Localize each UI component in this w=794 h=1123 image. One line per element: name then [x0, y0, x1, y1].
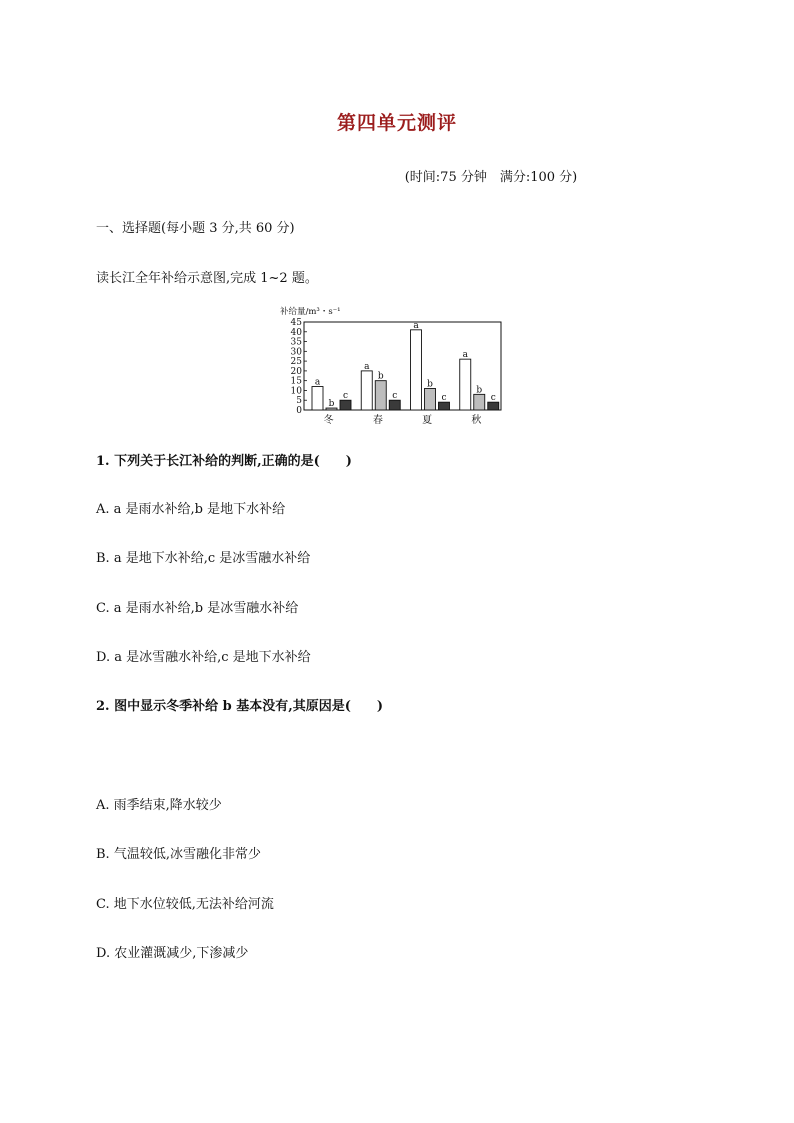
bar-label: c	[441, 393, 447, 404]
bar-c	[340, 400, 351, 410]
y-tick-label: 5	[296, 396, 302, 407]
question-2-option-d: D. 农业灌溉减少,下渗减少	[96, 946, 249, 961]
bar-label: c	[392, 391, 398, 402]
intro-text: 读长江全年补给示意图,完成 1~2 题。	[96, 271, 318, 286]
y-tick-label: 20	[290, 366, 302, 377]
bar-c	[389, 400, 400, 410]
bar-label: c	[490, 393, 496, 404]
bar-label: a	[462, 350, 468, 361]
page-title: 第四单元测评	[336, 112, 457, 134]
bar-b	[425, 388, 436, 410]
question-2-option-c: C. 地下水位较低,无法补给河流	[96, 897, 274, 912]
x-tick-label: 冬	[323, 415, 334, 426]
bar-label: a	[364, 361, 370, 372]
bar-a	[312, 387, 323, 410]
question-1-stem: 1. 下列关于长江补给的判断,正确的是( )	[96, 454, 352, 469]
x-tick-label: 夏	[422, 415, 433, 426]
y-tick-label: 15	[290, 376, 302, 387]
bar-label: b	[377, 371, 384, 382]
y-tick-label: 40	[290, 327, 302, 338]
bar-a	[361, 371, 372, 410]
question-1-option-c: C. a 是雨水补给,b 是冰雪融水补给	[96, 601, 299, 616]
bar-b	[474, 394, 485, 410]
bar-label: b	[476, 385, 483, 396]
y-tick-label: 30	[290, 347, 302, 358]
bar-label: b	[328, 399, 335, 410]
bar-a	[460, 359, 471, 410]
section-heading: 一、选择题(每小题 3 分,共 60 分)	[96, 221, 295, 236]
question-1-option-a: A. a 是雨水补给,b 是地下水补给	[96, 502, 286, 517]
exam-info	[0, 166, 794, 185]
y-tick-label: 10	[290, 386, 302, 397]
bar-a	[411, 330, 422, 410]
question-2-option-b: B. 气温较低,冰雪融化非常少	[96, 847, 261, 862]
bar-c	[439, 402, 450, 410]
bar-c	[488, 402, 499, 410]
question-1-option-d: D. a 是冰雪融水补给,c 是地下水补给	[96, 650, 311, 665]
question-2-option-a: A. 雨季结束,降水较少	[96, 798, 222, 813]
river-supply-chart	[280, 306, 505, 428]
bar-b	[375, 381, 386, 410]
bar-label: b	[427, 379, 433, 390]
y-tick-label: 35	[290, 337, 302, 348]
bar-label: c	[342, 391, 349, 402]
x-tick-label: 春	[372, 415, 383, 426]
y-tick-label: 45	[290, 318, 302, 328]
plot-frame	[304, 322, 501, 410]
y-tick-label: 25	[290, 357, 302, 368]
y-tick-label: 0	[296, 406, 302, 416]
y-axis-label: 补给量/m³・s⁻¹	[280, 307, 341, 317]
question-1-option-b: B. a 是地下水补给,c 是冰雪融水补给	[96, 551, 311, 566]
exam-info-text: (时间:75 分钟 满分:100 分)	[404, 170, 578, 185]
x-tick-label: 秋	[471, 415, 482, 426]
bar-label: a	[413, 320, 419, 331]
bar-label: a	[314, 377, 321, 388]
question-2-stem: 2. 图中显示冬季补给 b 基本没有,其原因是( )	[96, 699, 384, 714]
